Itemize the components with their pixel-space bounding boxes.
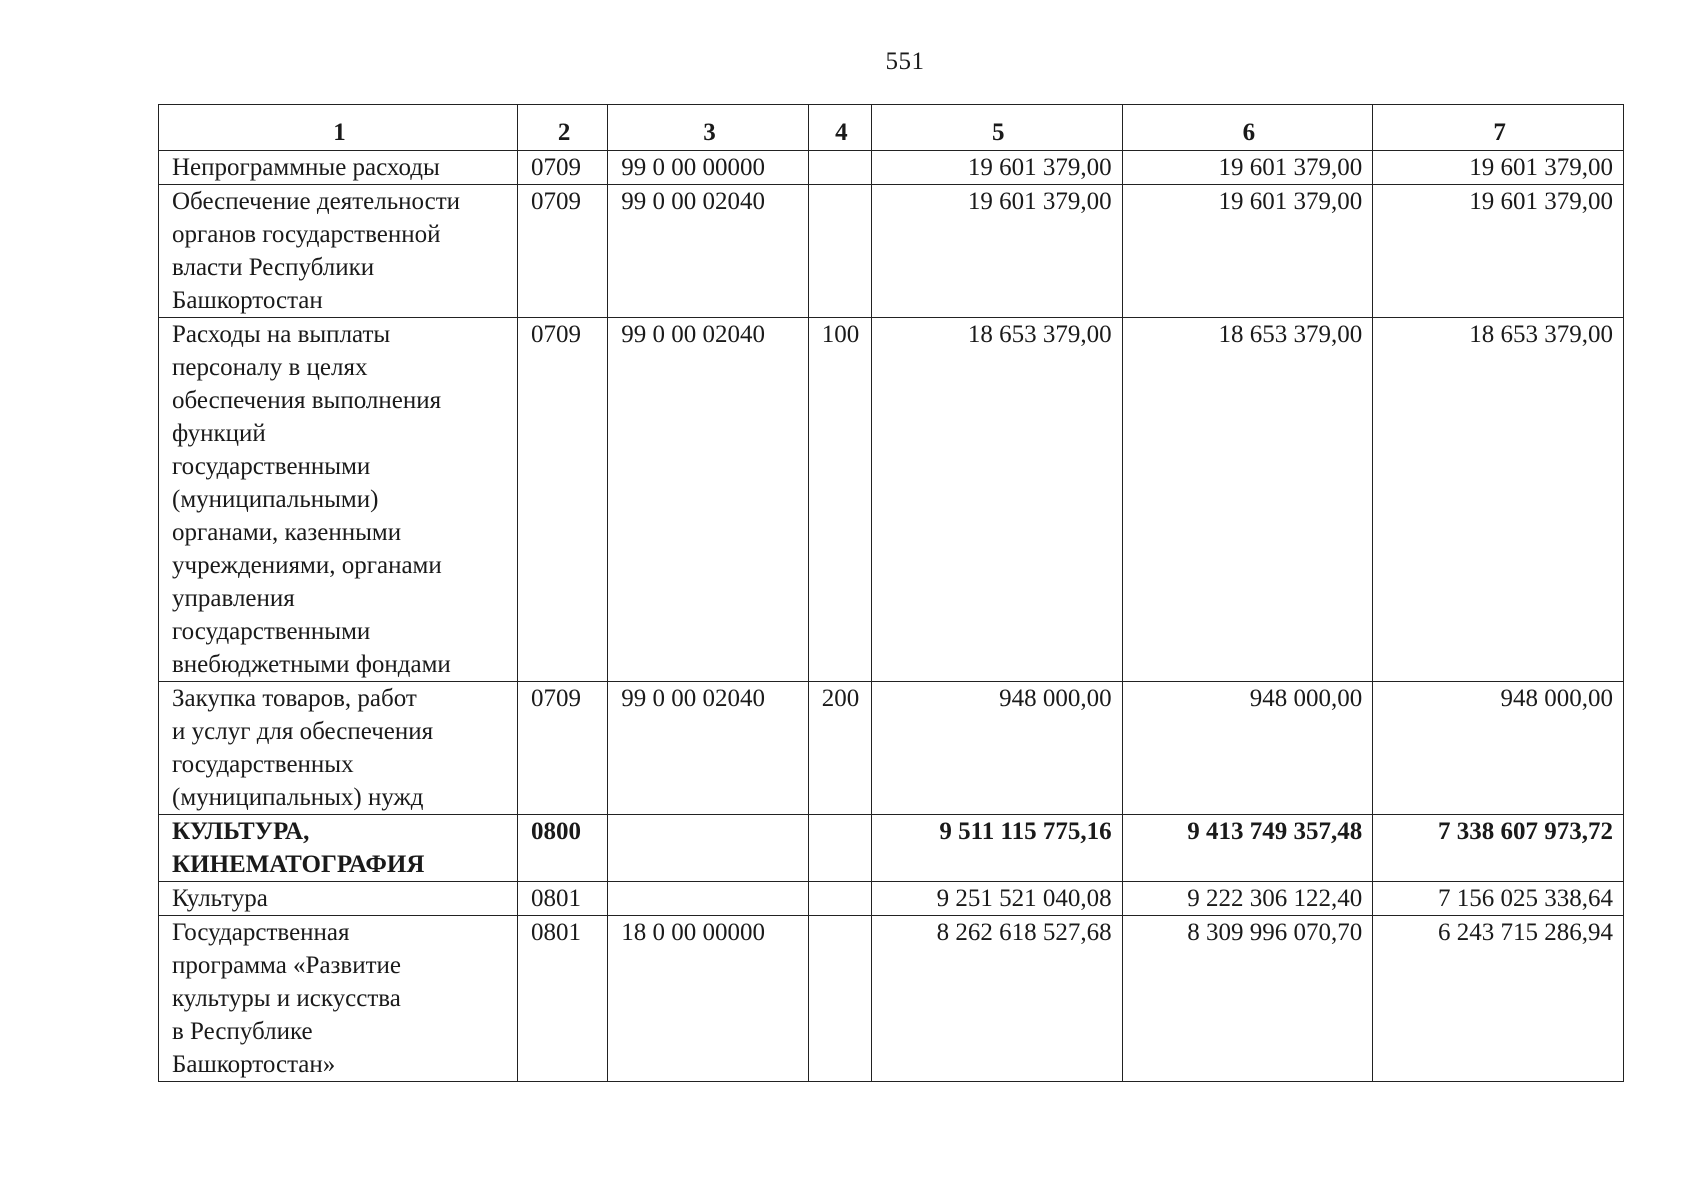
- row-target: 99 0 00 00000: [608, 151, 809, 185]
- row-value-7: 19 601 379,00: [1373, 185, 1624, 318]
- row-section: 0801: [517, 882, 607, 916]
- row-section: 0709: [517, 682, 607, 815]
- table-row: [159, 682, 1624, 815]
- table-body: [159, 151, 1624, 1082]
- row-value-7: 19 601 379,00: [1373, 151, 1624, 185]
- row-type: [808, 916, 871, 1082]
- header-row: [159, 105, 1624, 151]
- row-section: 0800: [517, 815, 607, 882]
- row-value-7: 18 653 379,00: [1373, 318, 1624, 682]
- row-value-5: 19 601 379,00: [871, 185, 1122, 318]
- header-col-1: 1: [159, 105, 518, 151]
- row-value-6: 19 601 379,00: [1122, 185, 1373, 318]
- header-col-7: 7: [1373, 105, 1624, 151]
- row-value-5: 19 601 379,00: [871, 151, 1122, 185]
- row-target: [608, 815, 809, 882]
- row-name: Непрограммные расходы: [159, 151, 518, 185]
- row-value-7: 6 243 715 286,94: [1373, 916, 1624, 1082]
- budget-table: [158, 104, 1624, 1082]
- table-row: [159, 185, 1624, 318]
- header-col-5: 5: [871, 105, 1122, 151]
- row-name: Государственная программа «Развитие культуры и искусства в Республике Башкортостан»: [159, 916, 518, 1082]
- row-name: Обеспечение деятельности органов государственной власти Республики Башкортостан: [159, 185, 518, 318]
- header-col-6: 6: [1122, 105, 1373, 151]
- table-row: [159, 318, 1624, 682]
- row-name: Расходы на выплаты персоналу в целях обеспечения выполнения функций государственными (муниципальными) органами, казенными учреждениями, органами управления государственными внебюджетными фондами: [159, 318, 518, 682]
- row-type: [808, 815, 871, 882]
- row-target: 18 0 00 00000: [608, 916, 809, 1082]
- row-target: 99 0 00 02040: [608, 318, 809, 682]
- row-value-5: 8 262 618 527,68: [871, 916, 1122, 1082]
- table-row: [159, 151, 1624, 185]
- row-section: 0801: [517, 916, 607, 1082]
- table-row: [159, 882, 1624, 916]
- row-type: [808, 882, 871, 916]
- row-value-7: 7 156 025 338,64: [1373, 882, 1624, 916]
- header-col-3: 3: [608, 105, 809, 151]
- row-value-5: 9 251 521 040,08: [871, 882, 1122, 916]
- page-number: 551: [885, 48, 925, 75]
- row-value-6: 948 000,00: [1122, 682, 1373, 815]
- row-value-6: 8 309 996 070,70: [1122, 916, 1373, 1082]
- row-value-6: 9 222 306 122,40: [1122, 882, 1373, 916]
- row-target: 99 0 00 02040: [608, 682, 809, 815]
- row-value-7: 7 338 607 973,72: [1373, 815, 1624, 882]
- row-value-7: 948 000,00: [1373, 682, 1624, 815]
- row-section: 0709: [517, 318, 607, 682]
- row-value-6: 18 653 379,00: [1122, 318, 1373, 682]
- row-value-5: 18 653 379,00: [871, 318, 1122, 682]
- row-type: 200: [808, 682, 871, 815]
- row-name: Культура: [159, 882, 518, 916]
- row-section: 0709: [517, 185, 607, 318]
- row-name: Закупка товаров, работ и услуг для обеспечения государственных (муниципальных) нужд: [159, 682, 518, 815]
- table-header: [159, 105, 1624, 151]
- header-col-4: 4: [808, 105, 871, 151]
- header-col-2: 2: [517, 105, 607, 151]
- row-target: 99 0 00 02040: [608, 185, 809, 318]
- row-target: [608, 882, 809, 916]
- table-row-section-total: [159, 815, 1624, 882]
- row-value-5: 9 511 115 775,16: [871, 815, 1122, 882]
- row-type: [808, 185, 871, 318]
- row-value-6: 9 413 749 357,48: [1122, 815, 1373, 882]
- row-value-5: 948 000,00: [871, 682, 1122, 815]
- row-type: [808, 151, 871, 185]
- row-name: КУЛЬТУРА, КИНЕМАТОГРАФИЯ: [159, 815, 518, 882]
- row-value-6: 19 601 379,00: [1122, 151, 1373, 185]
- row-type: 100: [808, 318, 871, 682]
- table-row: [159, 916, 1624, 1082]
- row-section: 0709: [517, 151, 607, 185]
